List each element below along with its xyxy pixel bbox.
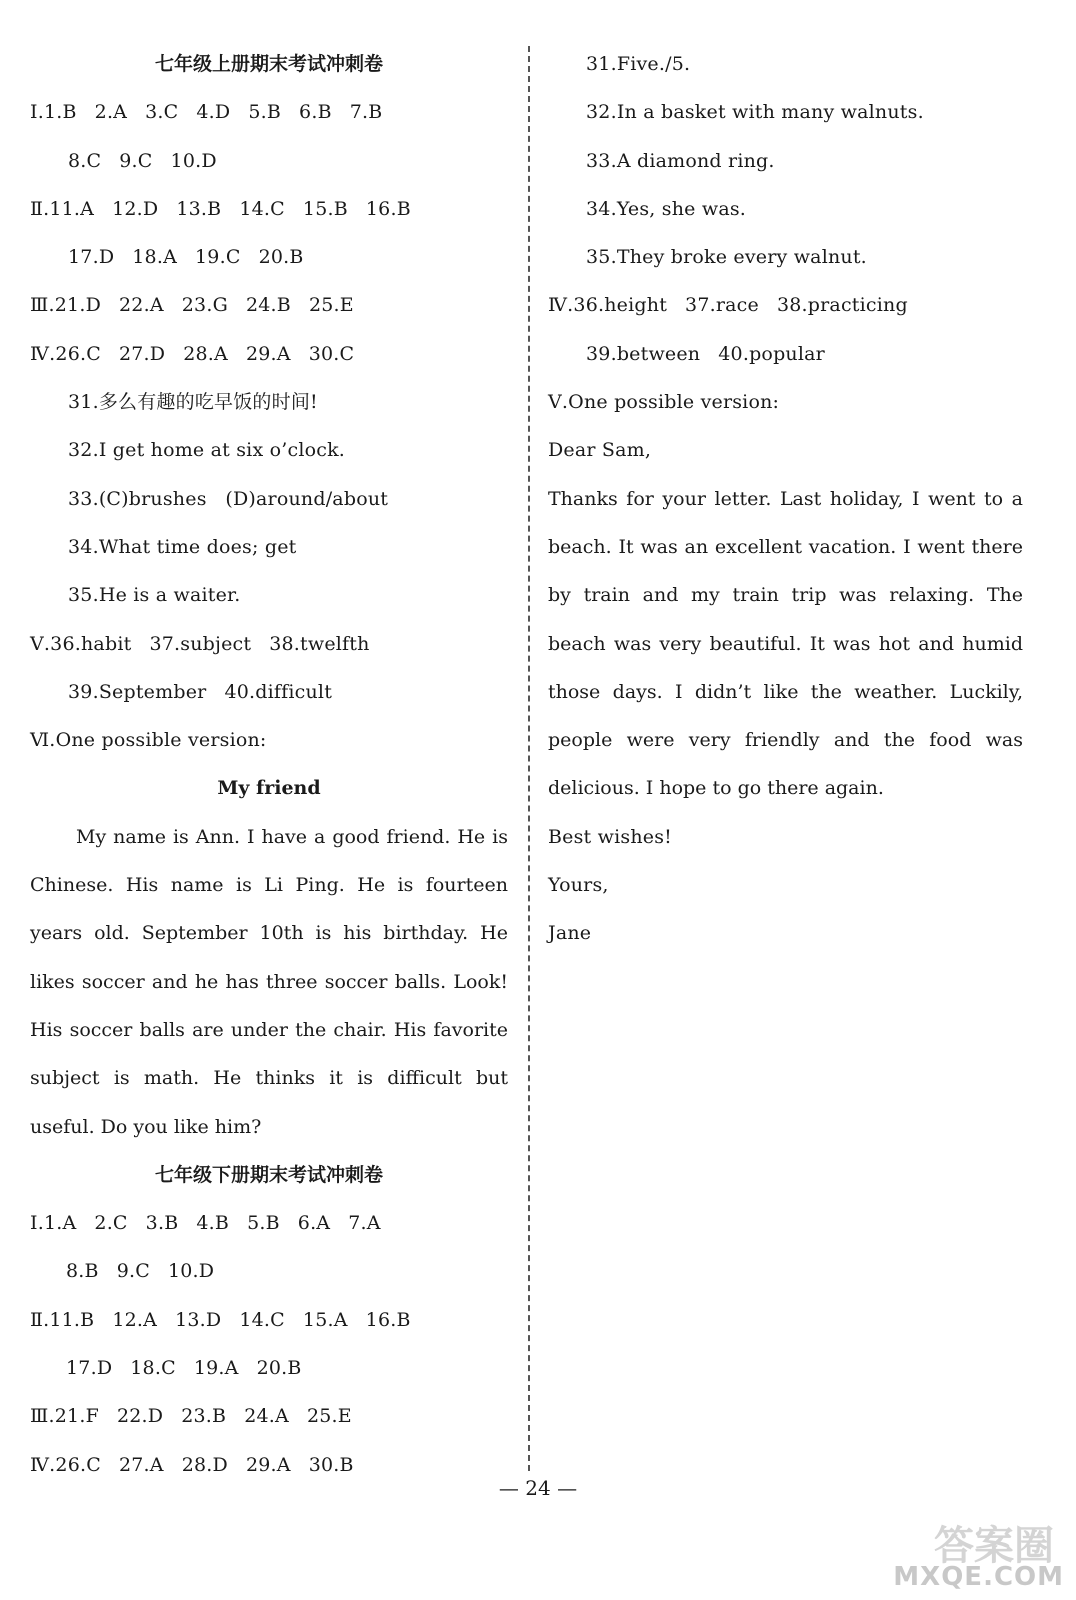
letter-closing: Best wishes!	[548, 825, 672, 848]
r-s4-row2: 39.between 40.popular	[586, 342, 825, 365]
essay-title: My friend	[217, 777, 321, 800]
s3-row1: Ⅲ.21.D 22.A 23.G 24.B 25.E	[30, 294, 354, 317]
s5-row2: 39.September 40.difficult	[68, 680, 333, 703]
r-item-32: 32.In a basket with many walnuts.	[586, 101, 924, 124]
t1-row1: Ⅰ.1.A 2.C 3.B 4.B 5.B 6.A 7.A	[30, 1212, 381, 1235]
exam2-title: 七年级下册期末考试冲刺卷	[154, 1163, 383, 1186]
page-number: — 24 —	[498, 1476, 578, 1500]
s6-row: Ⅵ.One possible version:	[30, 729, 267, 752]
s5-row1: Ⅴ.36.habit 37.subject 38.twelfth	[30, 632, 370, 655]
r-item-35: 35.They broke every walnut.	[586, 246, 867, 269]
t2-row2: 17.D 18.C 19.A 20.B	[66, 1357, 302, 1380]
letter-signoff: Yours,	[548, 874, 609, 897]
watermark-site: MXQE.COM	[893, 1562, 1064, 1592]
s4-row1: Ⅳ.26.C 27.D 28.A 29.A 30.C	[30, 342, 355, 365]
r-item-34: 34.Yes, she was.	[586, 197, 747, 220]
s1-row1: Ⅰ.1.B 2.A 3.C 4.D 5.B 6.B 7.B	[30, 101, 383, 124]
right-column	[548, 40, 1023, 958]
letter-salutation: Dear Sam,	[548, 439, 652, 462]
left-column	[30, 40, 508, 1489]
t2-row1: Ⅱ.11.B 12.A 13.D 14.C 15.A 16.B	[30, 1308, 411, 1331]
letter-signature: Jane	[548, 922, 592, 945]
r-item-33: 33.A diamond ring.	[586, 149, 775, 172]
s4-item-33: 33.(C)brushes (D)around/about	[68, 487, 389, 510]
s4-item-34: 34.What time does; get	[68, 535, 297, 558]
essay-body: My name is Ann. I have a good friend. He is Chinese. His name is Li Ping. He is fourteen years old. September 10th is his birthday. He likes soccer and he has three soccer balls. Look! His soccer balls are under the chair. His favorite subject is math. He thinks it is difficult but useful. Do you like him?	[30, 825, 508, 1138]
site-watermark	[893, 1514, 1064, 1592]
s2-row2: 17.D 18.A 19.C 20.B	[68, 246, 304, 269]
t4-row1: Ⅳ.26.C 27.A 28.D 29.A 30.B	[30, 1453, 354, 1476]
r-item-31: 31.Five./5.	[586, 53, 691, 75]
r-s5-row: Ⅴ.One possible version:	[548, 391, 780, 414]
exam1-title: 七年级上册期末考试冲刺卷	[154, 53, 383, 75]
watermark-logo: 答案圈	[934, 1523, 1054, 1569]
t1-row2: 8.B 9.C 10.D	[66, 1260, 215, 1283]
r-s4-row1: Ⅳ.36.height 37.race 38.practicing	[548, 294, 908, 317]
s4-item-35: 35.He is a waiter.	[68, 584, 241, 607]
column-divider	[528, 46, 530, 1471]
s1-row2: 8.C 9.C 10.D	[68, 149, 217, 172]
s4-item-31: 31.多么有趣的吃早饭的时间!	[68, 391, 318, 414]
letter-body: Thanks for your letter. Last holiday, I went to a beach. It was an excellent vacation. I went there by train and my train trip was relaxing. The beach was very beautiful. It was hot and humid those days. I didn’t like the weather. Luckily, people were very friendly and the food was delicious. I hope to go there again.	[548, 487, 1023, 800]
s2-row1: Ⅱ.11.A 12.D 13.B 14.C 15.B 16.B	[30, 197, 411, 220]
s4-item-32: 32.I get home at six o’clock.	[68, 439, 346, 462]
t3-row1: Ⅲ.21.F 22.D 23.B 24.A 25.E	[30, 1405, 352, 1428]
